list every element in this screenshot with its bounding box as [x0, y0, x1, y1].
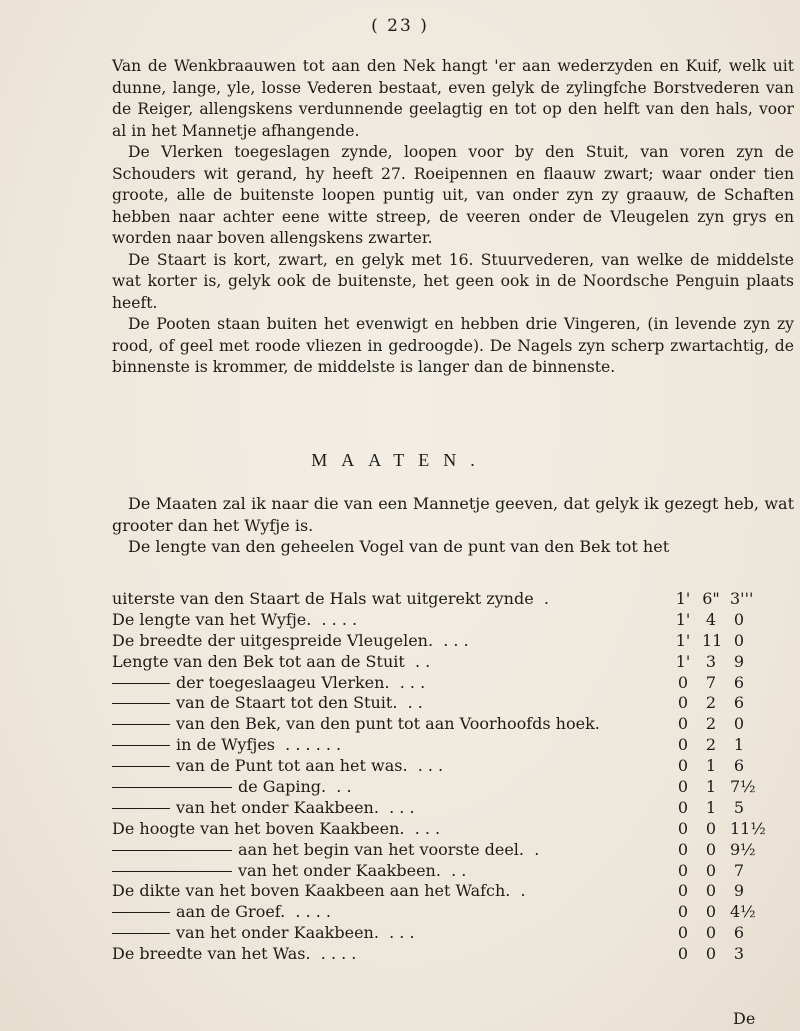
measurement-inches: 7 — [705, 672, 717, 692]
dot-leader: . . . — [404, 818, 441, 838]
measurement-row — [112, 610, 798, 631]
measurement-inches: 0 — [705, 902, 717, 922]
ditto-dash — [112, 724, 170, 725]
measurement-row — [112, 819, 798, 840]
measurement-label: De hoogte van het boven Kaakbeen. . . . — [112, 818, 441, 838]
measurement-label: der toegeslaageu Vlerken. . . . — [112, 673, 425, 694]
paragraph-staart: De Staart is kort, zwart, en gelyk met 16. Stuurvederen, van welke de middelste wat korter is, gelyk ook de buitenste, het geen ook in de Noordsche Penguin plaats heeft. — [112, 250, 794, 312]
measurement-label: aan de Groef. . . . . — [112, 902, 331, 923]
measurement-feet: 0 — [677, 881, 689, 901]
dot-leader: . . — [440, 860, 467, 880]
catchword: De — [733, 1009, 756, 1028]
measurement-feet: 1' — [675, 651, 691, 671]
section-heading: MAATEN. — [311, 450, 489, 470]
measurement-lines: 4½ — [730, 902, 756, 922]
measurement-label: van het onder Kaakbeen. . . — [112, 861, 466, 882]
ditto-dash — [112, 933, 170, 934]
measurement-inches: 2 — [705, 693, 717, 713]
measurement-inches: 4 — [705, 609, 717, 629]
measurement-label: van de Staart tot den Stuit. . . — [112, 693, 423, 714]
measurement-label: van het onder Kaakbeen. . . . — [112, 923, 415, 944]
measurements-intro — [112, 493, 794, 558]
measurement-label: uiterste van den Staart de Hals wat uitgerekt zynde . — [112, 589, 549, 608]
ditto-dash — [112, 703, 170, 704]
measurement-feet: 0 — [677, 756, 689, 776]
measurement-lines: 6 — [733, 672, 745, 692]
measurement-row — [112, 840, 798, 861]
measurement-lines: 3''' — [730, 589, 754, 608]
measurement-inches: 1 — [705, 777, 717, 797]
measurement-feet: 1' — [675, 630, 691, 650]
paragraph-pooten: De Pooten staan buiten het evenwigt en hebben drie Vingeren, (in levende zyn zy rood, of geel met roode vliezen in gedroogde). De Nagels zyn scherp zwartachtig, de binnenste is krommer, de middelste is langer dan de binnenste. — [112, 315, 794, 376]
measurement-lines: 7 — [733, 860, 745, 880]
measurement-label: van de Punt tot aan het was. . . . — [112, 756, 443, 777]
dot-leader: . . . — [389, 672, 426, 692]
measurement-inches: 0 — [705, 818, 717, 838]
measurement-inches: 6" — [702, 589, 720, 608]
dot-leader: . . . — [407, 756, 444, 776]
measurement-feet: 0 — [677, 860, 689, 880]
measurement-label: De breedte van het Was. . . . . — [112, 944, 357, 964]
measurement-lines: 0 — [733, 714, 745, 734]
ditto-dash — [112, 912, 170, 913]
intro-lead-line: De lengte van den geheelen Vogel van de punt van den Bek tot het — [128, 537, 670, 556]
measurement-lines: 0 — [733, 609, 745, 629]
measurement-inches: 0 — [705, 881, 717, 901]
intro-paragraph: De Maaten zal ik naar die van een Mannetje geeven, dat gelyk ik gezegt heb, wat grooter dan het Wyfje is. — [112, 494, 794, 535]
dot-leader: . . — [397, 693, 423, 713]
measurement-lines: 1 — [733, 735, 745, 755]
measurements-table — [112, 589, 798, 965]
ditto-dash — [112, 871, 232, 872]
dot-leader: . . . . — [311, 609, 358, 629]
body-text — [112, 56, 794, 379]
dot-leader: . . . — [378, 923, 415, 943]
measurement-inches: 1 — [705, 756, 717, 776]
measurement-label: van den Bek, van den punt tot aan Voorhoofds hoek. — [112, 714, 600, 735]
dot-leader: . . — [404, 651, 431, 671]
dot-leader: . . . . — [285, 902, 332, 922]
measurement-inches: 0 — [705, 839, 717, 859]
measurement-label: in de Wyfjes . . . . . . — [112, 735, 341, 756]
page-number: ( 23 ) — [371, 16, 429, 36]
measurement-inches: 0 — [705, 944, 717, 964]
dot-leader: . . . — [433, 630, 469, 650]
measurement-feet: 0 — [677, 797, 689, 817]
measurement-row — [112, 756, 798, 777]
paragraph-kuif: Van de Wenkbraauwen tot aan den Nek hangt 'er aan wederzyden en Kuif, welk uit dunne, lange, yle, losse Vederen bestaat, even gelyk de zylingfche Borstvederen van de Reiger, allengskens verdunnende geelagtig en tot op den helft van den hals, voor al in het Mannetje afhangende. — [112, 57, 794, 140]
measurement-label: De lengte van het Wyfje. . . . . — [112, 609, 358, 629]
dot-leader: . . — [326, 777, 352, 797]
measurement-label: De breedte der uitgespreide Vleugelen. . . . — [112, 630, 469, 650]
measurement-lines: 3 — [733, 944, 745, 964]
measurement-row — [112, 589, 798, 610]
measurement-lines: 11½ — [730, 818, 766, 838]
measurement-inches: 11 — [702, 630, 723, 650]
measurement-row — [112, 652, 798, 673]
dot-leader: . — [510, 881, 526, 901]
measurement-feet: 0 — [677, 735, 689, 755]
ditto-dash — [112, 745, 170, 746]
paragraph-vlerken: De Vlerken toegeslagen zynde, loopen voor by den Stuit, van voren zyn de Schouders wit gerand, hy heeft 27. Roeipennen en flaauw zwart; waar onder tien groote, alle de buitenste loopen puntig uit, van onder zyn zy graauw, de Schaften hebben naar achter eene witte streep, de veeren onder de Vleugelen zyn grys en worden naar boven allengskens zwarter. — [112, 143, 794, 247]
measurement-inches: 3 — [705, 651, 717, 671]
measurement-lines: 9½ — [730, 839, 756, 859]
measurement-feet: 0 — [677, 693, 689, 713]
measurement-row — [112, 735, 798, 756]
measurement-lines: 6 — [733, 756, 745, 776]
measurement-label: Lengte van den Bek tot aan de Stuit . . — [112, 651, 431, 671]
measurement-row — [112, 944, 798, 965]
ditto-dash — [112, 766, 170, 767]
measurement-row — [112, 923, 798, 944]
measurement-feet: 0 — [677, 777, 689, 797]
measurement-feet: 0 — [677, 714, 689, 734]
ditto-dash — [112, 850, 232, 851]
measurement-inches: 2 — [705, 735, 717, 755]
measurement-inches: 0 — [705, 860, 717, 880]
measurement-row — [112, 631, 798, 652]
measurement-row — [112, 714, 798, 735]
measurement-row — [112, 902, 798, 923]
measurement-lines: 9 — [733, 651, 745, 671]
measurement-feet: 0 — [677, 672, 689, 692]
measurement-feet: 0 — [677, 818, 689, 838]
measurement-label: de Gaping. . . — [112, 777, 352, 798]
ditto-dash — [112, 787, 232, 788]
measurement-inches: 0 — [705, 923, 717, 943]
measurement-lines: 5 — [733, 797, 745, 817]
measurement-row — [112, 693, 798, 714]
measurement-feet: 0 — [677, 839, 689, 859]
measurement-label: van het onder Kaakbeen. . . . — [112, 798, 415, 819]
measurement-lines: 9 — [733, 881, 745, 901]
measurement-row — [112, 881, 798, 902]
measurement-lines: 6 — [733, 923, 745, 943]
measurement-lines: 7½ — [730, 777, 756, 797]
measurement-row — [112, 798, 798, 819]
measurement-lines: 0 — [733, 630, 745, 650]
measurement-row — [112, 673, 798, 694]
measurement-feet: 1' — [675, 589, 691, 608]
dot-leader: . — [533, 589, 549, 608]
measurement-row — [112, 777, 798, 798]
measurement-feet: 1' — [675, 609, 691, 629]
ditto-dash — [112, 683, 170, 684]
measurement-inches: 1 — [705, 797, 717, 817]
measurement-feet: 0 — [677, 944, 689, 964]
ditto-dash — [112, 808, 170, 809]
dot-leader: . . . — [378, 797, 415, 817]
measurement-feet: 0 — [677, 902, 689, 922]
dot-leader: . . . . — [310, 944, 357, 964]
measurement-row — [112, 861, 798, 882]
dot-leader: . — [524, 839, 540, 859]
dot-leader: . . . . . . — [275, 735, 342, 755]
measurement-label: De dikte van het boven Kaakbeen aan het Wafch. . — [112, 881, 526, 901]
measurement-label: aan het begin van het voorste deel. . — [112, 840, 539, 861]
measurement-lines: 6 — [733, 693, 745, 713]
measurement-inches: 2 — [705, 714, 717, 734]
measurement-feet: 0 — [677, 923, 689, 943]
